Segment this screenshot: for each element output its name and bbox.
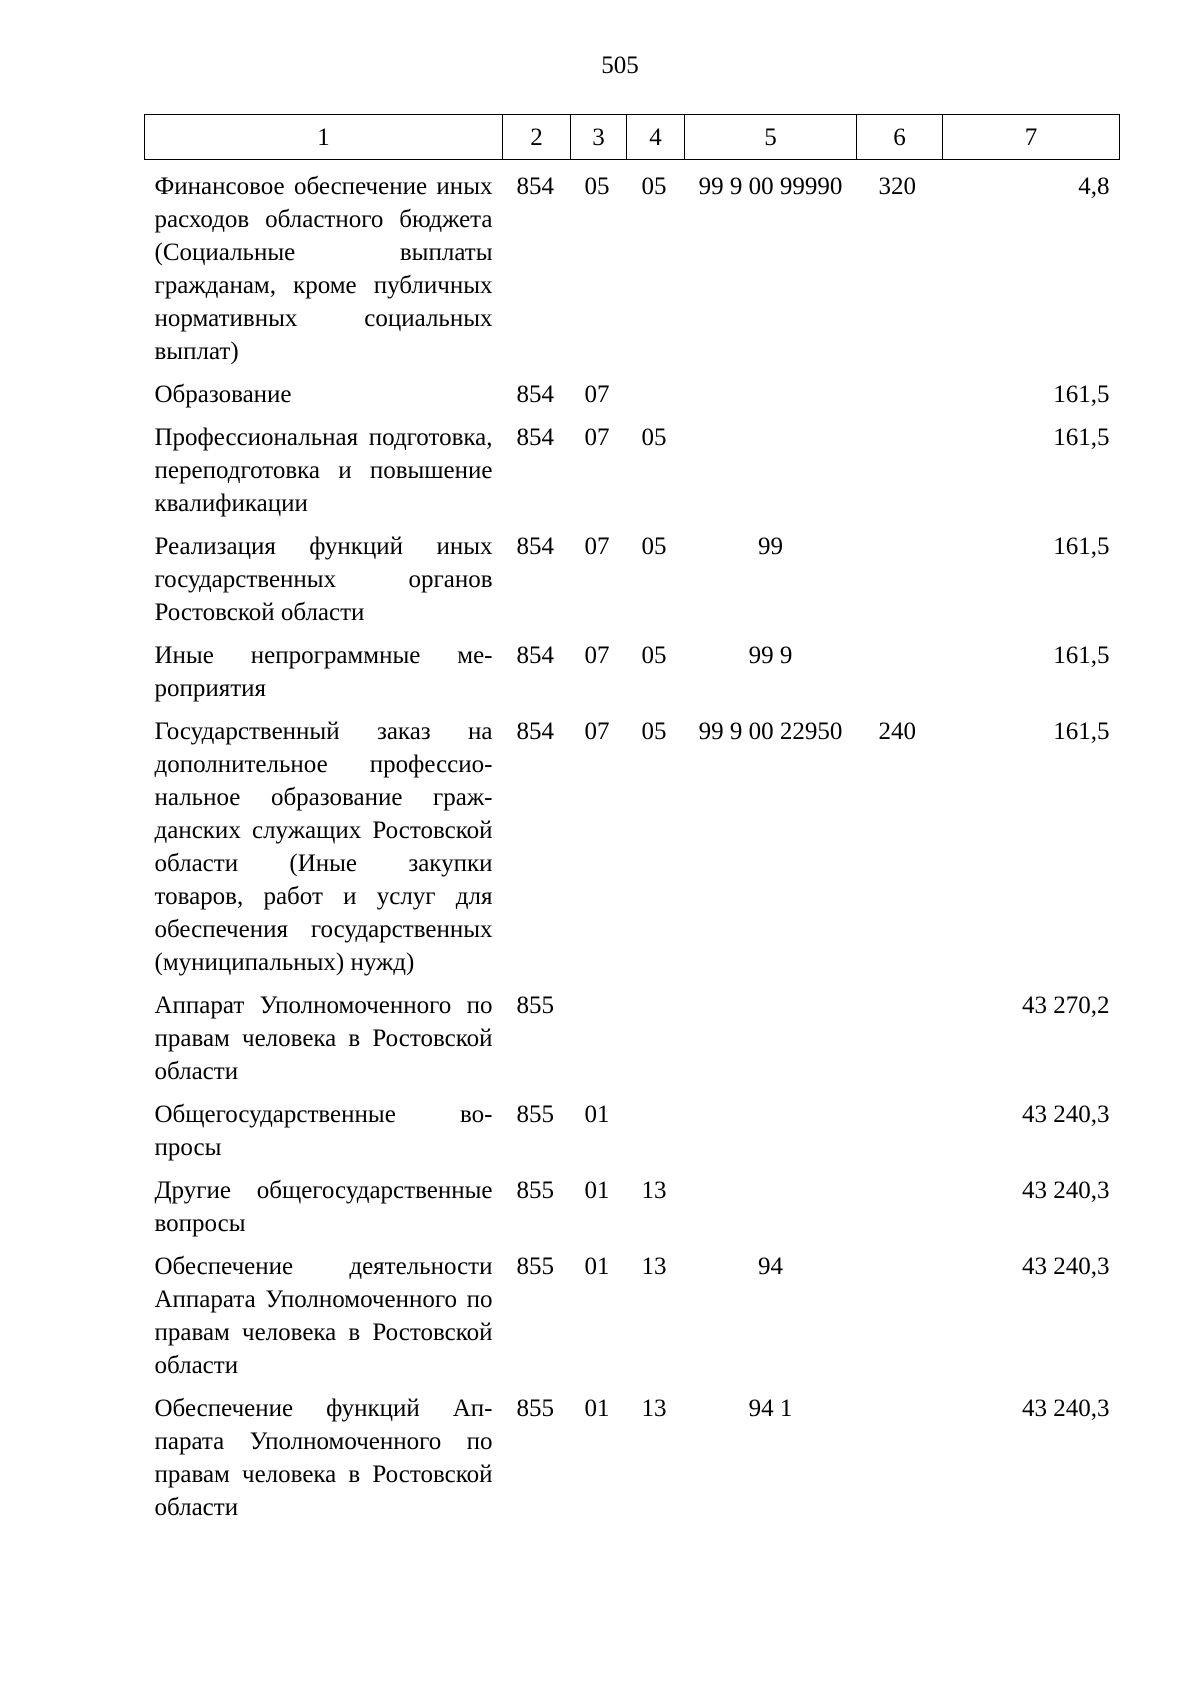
grbs-cell: 854	[516, 533, 554, 560]
target-article-cell	[685, 979, 857, 1088]
target-article-cell	[685, 1164, 857, 1240]
subsection-cell: 13	[641, 1395, 667, 1422]
table-row	[145, 1240, 1120, 1382]
amount-cell: 43 240,3	[1022, 1395, 1110, 1422]
amount-cell: 43 240,3	[1022, 1101, 1110, 1128]
table-row	[145, 1164, 1120, 1240]
subsection-cell	[627, 368, 685, 411]
target-article-cell: 94 1	[748, 1395, 793, 1422]
expense-type-cell	[857, 1382, 943, 1532]
subsection-cell: 05	[641, 642, 667, 669]
table-row	[145, 368, 1120, 411]
row-name-cell: Реализация функций иных государственных органов Ростовской области	[154, 533, 493, 626]
amount-cell: 161,5	[1053, 533, 1110, 560]
target-article-cell	[685, 368, 857, 411]
subsection-cell: 05	[641, 718, 667, 745]
amount-cell: 161,5	[1053, 642, 1110, 669]
table-row	[145, 1088, 1120, 1164]
section-cell	[571, 979, 627, 1088]
amount-cell: 161,5	[1053, 424, 1110, 451]
expense-type-cell	[857, 368, 943, 411]
table-row	[145, 705, 1120, 979]
expense-type-cell	[857, 520, 943, 629]
grbs-cell: 855	[516, 1395, 554, 1422]
table-row	[145, 411, 1120, 520]
target-article-cell: 99 9 00 99990	[698, 173, 843, 200]
header-col-2: 2	[503, 115, 571, 160]
expense-type-cell	[857, 629, 943, 705]
section-cell: 01	[584, 1253, 610, 1280]
row-name-cell: Обеспечение функций Аппарата Уполномоченного по правам человека в Ростовской области	[154, 1395, 493, 1521]
section-cell: 07	[584, 642, 610, 669]
target-article-cell: 99 9	[748, 642, 793, 669]
amount-cell: 4,8	[1078, 173, 1110, 200]
row-name-cell: Финансовое обеспечение иных расходов областного бюджета (Социальные выплаты гражданам, кроме публичных нормативных социальных выплат)	[154, 173, 493, 365]
row-name-cell: Образование	[154, 381, 292, 408]
subsection-cell: 05	[641, 424, 667, 451]
amount-cell: 43 270,2	[1022, 992, 1110, 1019]
table-row	[145, 160, 1120, 369]
row-name-cell: Аппарат Уполномоченного по правам человека в Ростовской области	[154, 992, 493, 1085]
target-article-cell: 99	[758, 533, 783, 560]
subsection-cell: 05	[641, 533, 667, 560]
expense-type-cell	[857, 1088, 943, 1164]
header-col-4: 4	[627, 115, 685, 160]
section-cell: 07	[584, 381, 610, 408]
table-row	[145, 979, 1120, 1088]
grbs-cell: 854	[516, 642, 554, 669]
expense-type-cell	[857, 1240, 943, 1382]
subsection-cell: 13	[641, 1177, 667, 1204]
budget-table	[144, 114, 1120, 1532]
subsection-cell	[627, 979, 685, 1088]
row-name-cell: Обеспечение деятельности Аппарата Уполномоченного по правам человека в Ростовской области	[154, 1253, 493, 1379]
amount-cell: 161,5	[1053, 381, 1110, 408]
grbs-cell: 855	[516, 1177, 554, 1204]
row-name-cell: Иные непрограммные мероприятия	[154, 642, 493, 702]
header-col-6: 6	[857, 115, 943, 160]
section-cell: 07	[584, 424, 610, 451]
table-row	[145, 520, 1120, 629]
expense-type-cell: 240	[878, 718, 916, 745]
expense-type-cell	[857, 979, 943, 1088]
section-cell: 01	[584, 1395, 610, 1422]
grbs-cell: 855	[516, 1101, 554, 1128]
row-name-cell: Другие общегосударственные вопросы	[154, 1177, 493, 1237]
header-col-1: 1	[145, 115, 503, 160]
target-article-cell	[685, 1088, 857, 1164]
grbs-cell: 854	[516, 173, 554, 200]
expense-type-cell: 320	[878, 173, 916, 200]
subsection-cell: 13	[641, 1253, 667, 1280]
subsection-cell	[627, 1088, 685, 1164]
row-name-cell: Профессиональная подготовка, переподготовка и повышение квалификации	[154, 424, 493, 517]
expense-type-cell	[857, 411, 943, 520]
section-cell: 01	[584, 1177, 610, 1204]
table-row	[145, 629, 1120, 705]
grbs-cell: 854	[516, 424, 554, 451]
target-article-cell	[685, 411, 857, 520]
amount-cell: 161,5	[1053, 718, 1110, 745]
header-col-3: 3	[571, 115, 627, 160]
table-row	[145, 1382, 1120, 1532]
header-col-5: 5	[685, 115, 857, 160]
amount-cell: 43 240,3	[1022, 1177, 1110, 1204]
section-cell: 05	[584, 173, 610, 200]
table-body	[145, 160, 1120, 1533]
row-name-cell: Общегосударственные вопросы	[154, 1101, 493, 1161]
section-cell: 01	[584, 1101, 610, 1128]
section-cell: 07	[584, 718, 610, 745]
grbs-cell: 854	[516, 718, 554, 745]
row-name-cell: Государственный заказ на дополнительное профессиональное образование гражданских служащих Ростовской области (Иные закупки товаров, работ и услуг для обеспечения государственных (муниципальных) нужд)	[154, 718, 493, 976]
target-article-cell: 99 9 00 22950	[698, 718, 843, 745]
grbs-cell: 855	[516, 992, 554, 1019]
target-article-cell: 94	[758, 1253, 783, 1280]
header-row	[145, 115, 1120, 160]
grbs-cell: 854	[516, 381, 554, 408]
expense-type-cell	[857, 1164, 943, 1240]
section-cell: 07	[584, 533, 610, 560]
page-number: 505	[601, 52, 639, 79]
subsection-cell: 05	[641, 173, 667, 200]
header-col-7: 7	[943, 115, 1120, 160]
table-header	[145, 115, 1120, 160]
grbs-cell: 855	[516, 1253, 554, 1280]
amount-cell: 43 240,3	[1022, 1253, 1110, 1280]
